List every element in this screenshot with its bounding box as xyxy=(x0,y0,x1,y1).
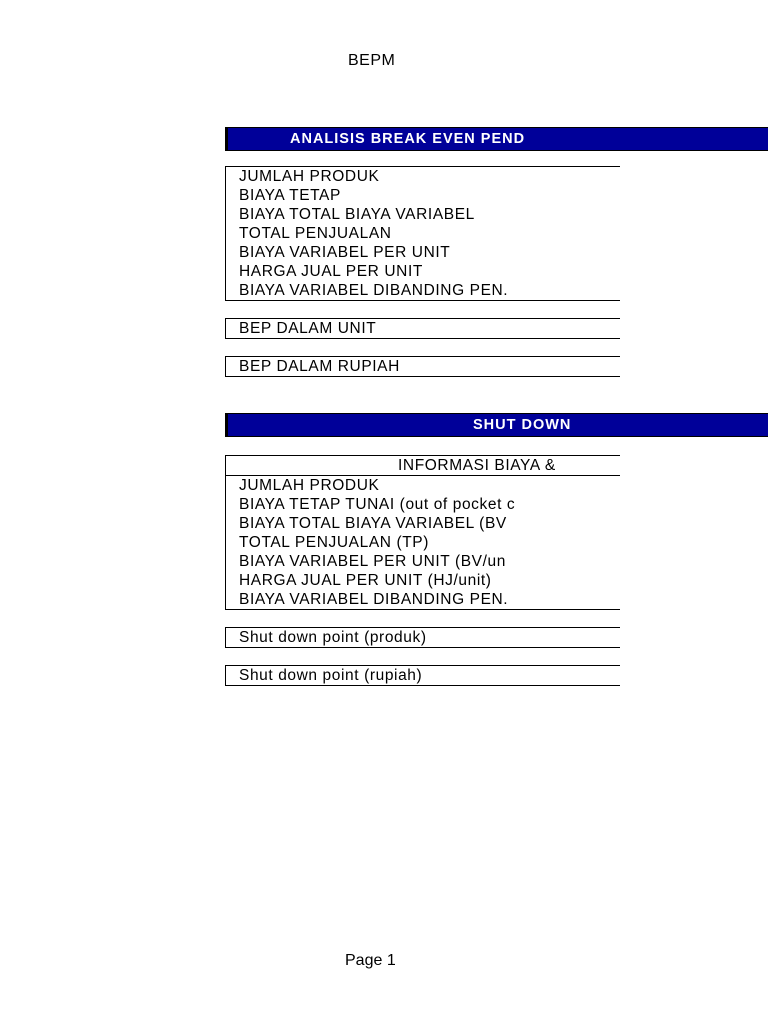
bep-unit-label: BEP DALAM UNIT xyxy=(239,320,377,337)
sdp-produk-label: Shut down point (produk) xyxy=(239,629,427,646)
section2-item: JUMLAH PRODUK xyxy=(239,477,380,494)
section1-items-box xyxy=(225,166,620,301)
section1-item: HARGA JUAL PER UNIT xyxy=(239,263,423,280)
section1-item: BIAYA VARIABEL PER UNIT xyxy=(239,244,451,261)
sdp-rupiah-box xyxy=(225,665,620,686)
section2-item: BIAYA VARIABEL DIBANDING PEN. xyxy=(239,591,509,608)
section2-item: HARGA JUAL PER UNIT (HJ/unit) xyxy=(239,572,492,589)
bep-unit-box xyxy=(225,318,620,339)
section2-items-box xyxy=(225,455,620,610)
section1-banner-title: ANALISIS BREAK EVEN PEND xyxy=(290,131,526,147)
section1-item: BIAYA TOTAL BIAYA VARIABEL xyxy=(239,206,475,223)
section1-item: BIAYA TETAP xyxy=(239,187,341,204)
section2-item: BIAYA TOTAL BIAYA VARIABEL (BV xyxy=(239,515,507,532)
page-header: BEPM xyxy=(348,52,396,69)
section1-item: TOTAL PENJUALAN xyxy=(239,225,392,242)
section1-item: BIAYA VARIABEL DIBANDING PEN. xyxy=(239,282,509,299)
sdp-rupiah-label: Shut down point (rupiah) xyxy=(239,667,423,684)
section1-banner xyxy=(225,127,768,151)
section2-item: BIAYA VARIABEL PER UNIT (BV/un xyxy=(239,553,506,570)
page-footer: Page 1 xyxy=(345,952,396,969)
section2-item: BIAYA TETAP TUNAI (out of pocket c xyxy=(239,496,516,513)
section2-item: TOTAL PENJUALAN (TP) xyxy=(239,534,429,551)
bep-rupiah-label: BEP DALAM RUPIAH xyxy=(239,358,400,375)
section2-banner-title: SHUT DOWN xyxy=(473,417,572,433)
sdp-produk-box xyxy=(225,627,620,648)
bep-rupiah-box xyxy=(225,356,620,377)
section1-item: JUMLAH PRODUK xyxy=(239,168,380,185)
section2-banner xyxy=(225,413,768,437)
info-header: INFORMASI BIAYA & xyxy=(226,456,620,476)
